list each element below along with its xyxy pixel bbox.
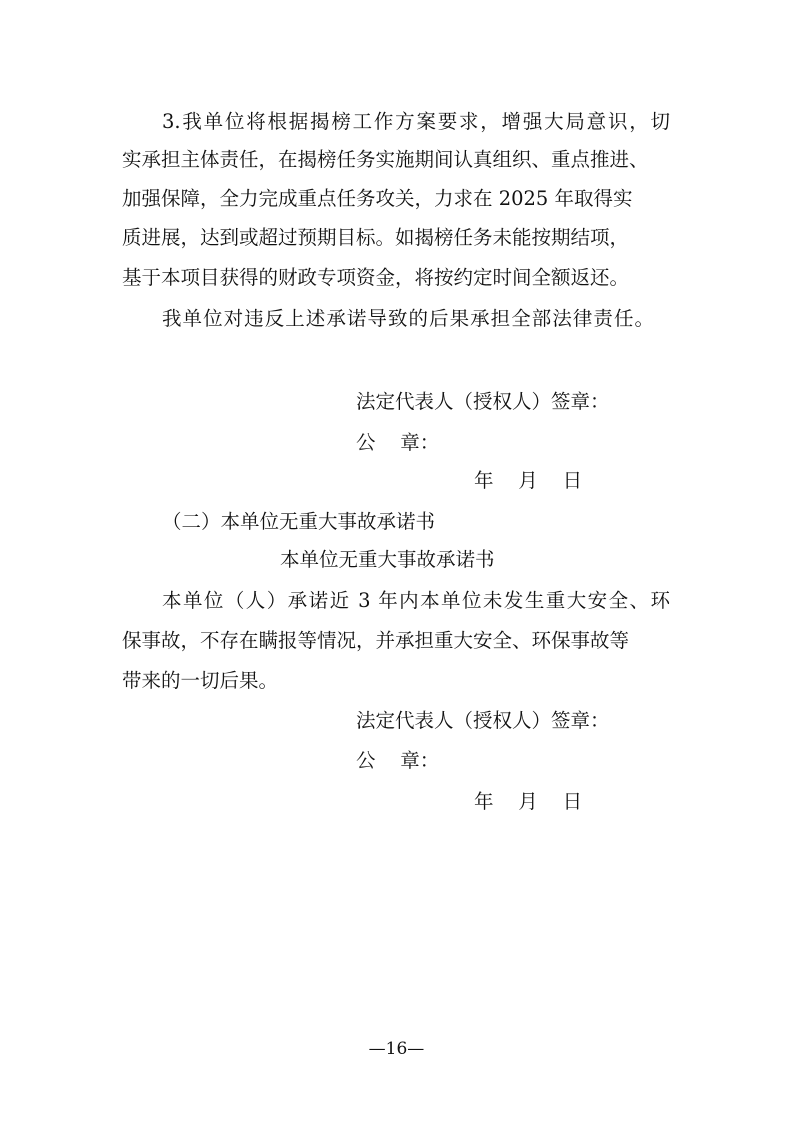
para1-line-3: 加强保障，全力完成重点任务攻关，力求在 2025 年取得实 — [122, 187, 633, 210]
date-label: 年 月 日 — [474, 790, 583, 813]
page-number: —16— — [368, 1039, 425, 1059]
document-title: 本单位无重大事故承诺书 — [280, 548, 495, 571]
liability-paragraph: 我单位对违反上述承诺导致的后果承担全部法律责任。 — [162, 307, 654, 330]
para3-line-3: 带来的一切后果。 — [122, 669, 279, 692]
seal-label: 公 章： — [356, 431, 440, 454]
representative-signature-label: 法定代表人（授权人）签章： — [356, 709, 610, 732]
representative-signature-label: 法定代表人（授权人）签章： — [356, 390, 610, 413]
date-label: 年 月 日 — [474, 469, 583, 492]
para1-line-5: 基于本项目获得的财政专项资金，将按约定时间全额返还。 — [122, 266, 630, 289]
para1-line-4: 质进展，达到或超过预期目标。如揭榜任务未能按期结项， — [122, 226, 630, 249]
para3-line-1: 本单位（人）承诺近 3 年内本单位未发生重大安全、环 — [162, 589, 670, 612]
para1-line-2: 实承担主体责任，在揭榜任务实施期间认真组织、重点推进、 — [122, 148, 649, 171]
seal-label: 公 章： — [356, 749, 440, 772]
para3-line-2: 保事故，不存在瞒报等情况，并承担重大安全、环保事故等 — [122, 629, 630, 652]
section-heading: （二）本单位无重大事故承诺书 — [162, 510, 436, 533]
para1-line-1: 3.我单位将根据揭榜工作方案要求，增强大局意识，切 — [162, 110, 670, 133]
